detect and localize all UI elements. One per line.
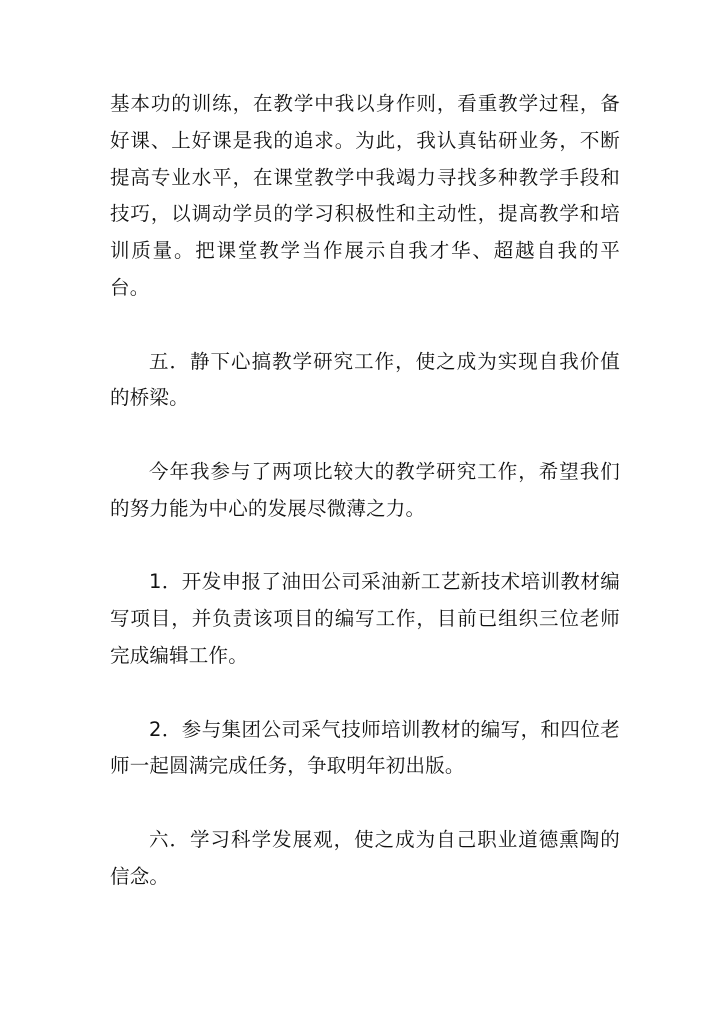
paragraph-spacer <box>110 307 620 344</box>
document-body <box>110 86 620 896</box>
paragraph-spacer <box>110 675 620 712</box>
heading-section-six: 六．学习科学发展观，使之成为自己职业道德熏陶的信念。 <box>110 827 620 888</box>
heading-section-five: 五．静下心搞教学研究工作，使之成为实现自我价值的桥梁。 <box>110 349 620 410</box>
paragraph-spacer <box>110 528 620 565</box>
paragraph-research-intro: 今年我参与了两项比较大的教学研究工作，希望我们的努力能为中心的发展尽微薄之力。 <box>110 459 620 520</box>
list-item-2: 2．参与集团公司采气技师培训教材的编写，和四位老师一起圆满完成任务，争取明年初出版。 <box>110 717 620 778</box>
paragraph-spacer <box>110 417 620 454</box>
list-item-1: 1．开发申报了油田公司采油新工艺新技术培训教材编写项目，并负责该项目的编写工作，目前已组织三位老师完成编辑工作。 <box>110 570 620 667</box>
paragraph-spacer <box>110 785 620 822</box>
paragraph-basic-training: 基本功的训练，在教学中我以身作则，看重教学过程，备好课、上好课是我的追求。为此，我认真钻研业务，不断提高专业水平，在课堂教学中我竭力寻找多种教学手段和技巧，以调动学员的学习积极性和主动性，提高教学和培训质量。把课堂教学当作展示自我才华、超越自我的平台。 <box>110 92 620 299</box>
